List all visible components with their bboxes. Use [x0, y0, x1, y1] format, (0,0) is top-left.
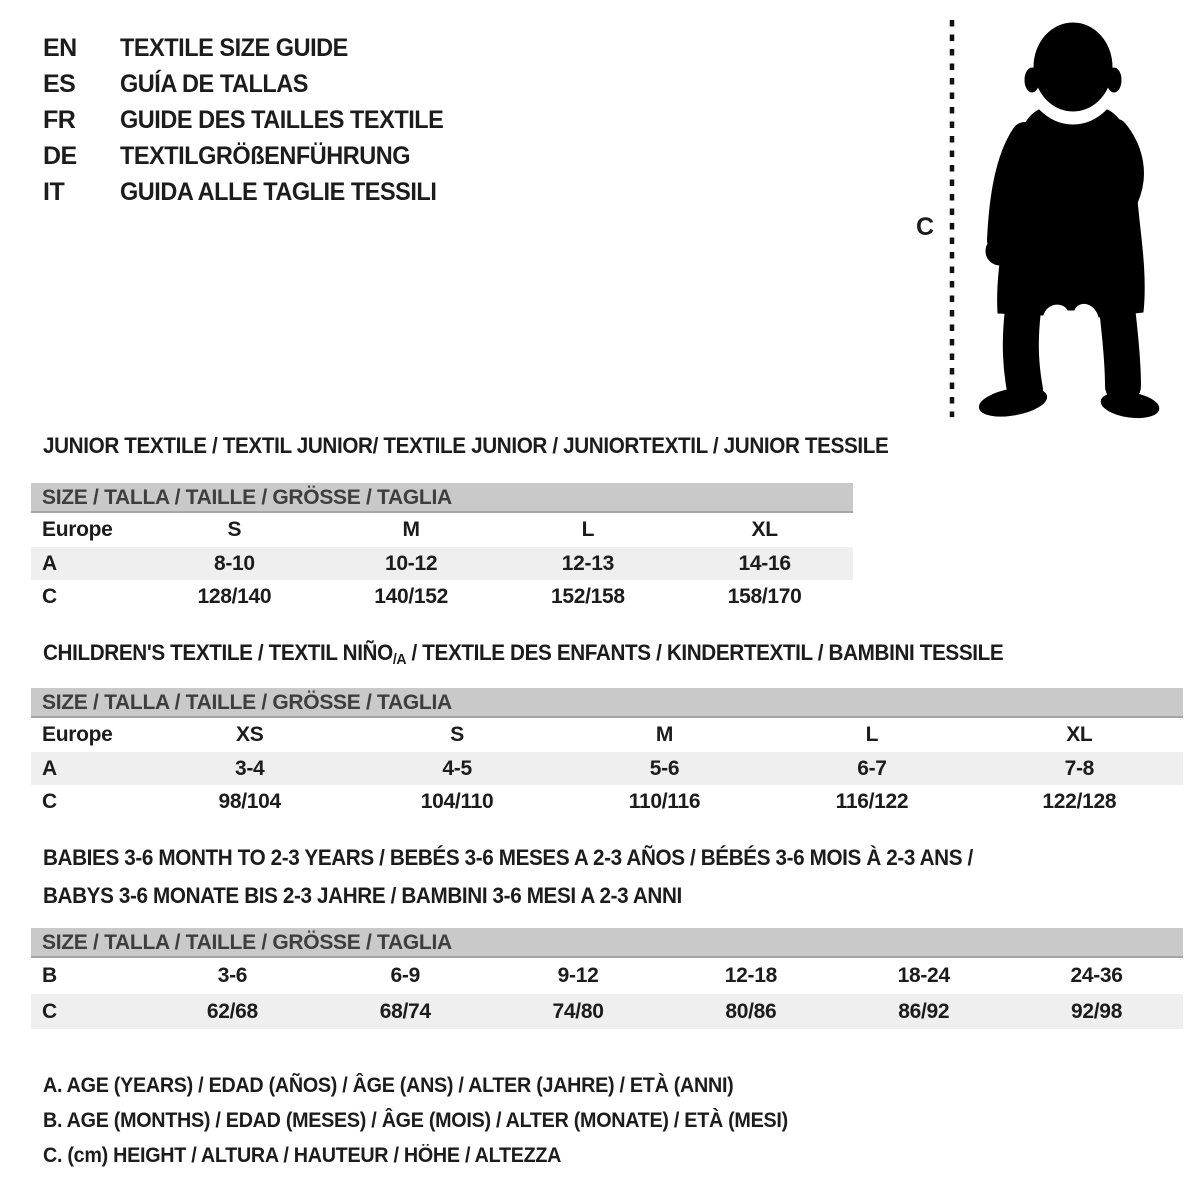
title-pre: CHILDREN'S TEXTILE / TEXTIL NIÑO	[43, 640, 393, 665]
legend-age-years: A. AGE (YEARS) / EDAD (AÑOS) / ÂGE (ANS) / ALTER (JAHRE) / ETÀ (ANNI)	[43, 1074, 734, 1097]
measure-legend	[43, 1068, 835, 1173]
lang-title: GUIDA ALLE TAGLIE TESSILI	[120, 177, 437, 206]
lang-code: FR	[43, 105, 76, 134]
legend-height-cm: C. (cm) HEIGHT / ALTURA / HAUTEUR / HÖHE / ALTEZZA	[43, 1144, 562, 1167]
row-label: A	[42, 551, 57, 575]
value: 62/68	[206, 999, 258, 1023]
value: 152/158	[550, 584, 625, 608]
value: 3-4	[234, 756, 265, 780]
lang-title: GUIDE DES TAILLES TEXTILE	[120, 105, 444, 134]
junior-size-bar: SIZE / TALLA / TAILLE / GRÖSSE / TAGLIA	[31, 483, 853, 513]
value: 128/140	[197, 584, 272, 608]
value: 122/128	[1042, 789, 1117, 813]
value: 12-13	[561, 551, 614, 575]
size-col: L	[865, 723, 879, 746]
region-label: Europe	[42, 518, 113, 541]
title-sub: /A	[392, 651, 407, 668]
size-col: S	[450, 723, 464, 746]
junior-row-age	[31, 547, 853, 580]
value: 80/86	[725, 999, 777, 1023]
junior-row-height	[31, 580, 853, 613]
babies-size-table	[31, 928, 1183, 1029]
children-row-age	[31, 752, 1183, 785]
value: 18-24	[897, 964, 950, 987]
value: 9-12	[557, 964, 599, 987]
height-measure-figure	[890, 10, 1160, 425]
toddler-silhouette-icon	[890, 10, 1160, 425]
value: 10-12	[385, 551, 438, 575]
row-label: B	[42, 964, 57, 987]
value: 6-9	[390, 964, 420, 987]
value: 86/92	[898, 999, 950, 1023]
language-title-list	[43, 30, 464, 210]
row-label: A	[42, 756, 57, 780]
row-label: C	[42, 789, 57, 813]
value: 98/104	[218, 789, 281, 813]
lang-row-fr	[43, 102, 464, 138]
lang-code: DE	[43, 141, 77, 170]
value: 3-6	[217, 964, 248, 987]
lang-code: EN	[43, 33, 77, 62]
lang-row-de	[43, 138, 464, 174]
value: 7-8	[1064, 756, 1095, 780]
value: 92/98	[1071, 999, 1123, 1023]
children-section-title	[43, 640, 1003, 668]
lang-title: TEXTILE SIZE GUIDE	[120, 33, 348, 62]
value: 12-18	[724, 964, 777, 987]
value: 74/80	[552, 999, 604, 1023]
junior-section-title: JUNIOR TEXTILE / TEXTIL JUNIOR/ TEXTILE JUNIOR / JUNIORTEXTIL / JUNIOR TESSILE	[43, 433, 889, 458]
size-col: S	[227, 518, 242, 541]
children-size-table	[31, 688, 1183, 818]
value: 14-16	[738, 551, 791, 575]
row-label: C	[42, 584, 57, 608]
size-col: M	[402, 518, 420, 541]
size-col: L	[581, 518, 595, 541]
value: 24-36	[1070, 964, 1123, 987]
row-label: C	[42, 999, 57, 1023]
size-col: XL	[1066, 723, 1093, 746]
size-col: M	[655, 723, 674, 746]
lang-row-en	[43, 30, 464, 66]
children-row-height	[31, 785, 1183, 818]
junior-header-row	[31, 513, 853, 547]
value: 68/74	[379, 999, 431, 1023]
lang-code: ES	[43, 69, 76, 98]
value: 4-5	[442, 756, 472, 780]
lang-title: GUÍA DE TALLAS	[120, 69, 308, 98]
height-measure-label: C	[916, 213, 935, 241]
value: 140/152	[374, 584, 449, 608]
lang-code: IT	[43, 177, 65, 206]
size-col: XS	[235, 723, 264, 746]
children-header-row	[31, 718, 1183, 752]
value: 110/116	[628, 789, 701, 813]
title-post: / TEXTILE DES ENFANTS / KINDERTEXTIL / BAMBINI TESSILE	[406, 640, 1004, 665]
lang-row-es	[43, 66, 464, 102]
value: 104/110	[420, 789, 494, 813]
value: 8-10	[213, 551, 255, 575]
babies-row-months	[31, 958, 1183, 994]
babies-section-title-line2: BABYS 3-6 MONATE BIS 2-3 JAHRE / BAMBINI 3-6 MESI A 2-3 ANNI	[43, 883, 682, 908]
children-size-bar: SIZE / TALLA / TAILLE / GRÖSSE / TAGLIA	[31, 688, 1183, 718]
region-label: Europe	[42, 723, 113, 746]
babies-row-height	[31, 994, 1183, 1029]
size-col: XL	[751, 518, 778, 541]
lang-title: TEXTILGRÖßENFÜHRUNG	[120, 141, 411, 170]
lang-row-it	[43, 174, 464, 210]
junior-size-table	[31, 483, 853, 613]
babies-size-bar: SIZE / TALLA / TAILLE / GRÖSSE / TAGLIA	[31, 928, 1183, 958]
value: 116/122	[835, 789, 909, 813]
legend-age-months: B. AGE (MONTHS) / EDAD (MESES) / ÂGE (MOIS) / ALTER (MONATE) / ETÀ (MESI)	[43, 1109, 788, 1132]
value: 158/170	[727, 584, 802, 608]
babies-section-title-line1: BABIES 3-6 MONTH TO 2-3 YEARS / BEBÉS 3-6 MESES A 2-3 AÑOS / BÉBÉS 3-6 MOIS À 2-3 ANS /	[43, 845, 973, 870]
value: 5-6	[649, 756, 680, 780]
value: 6-7	[857, 756, 887, 780]
